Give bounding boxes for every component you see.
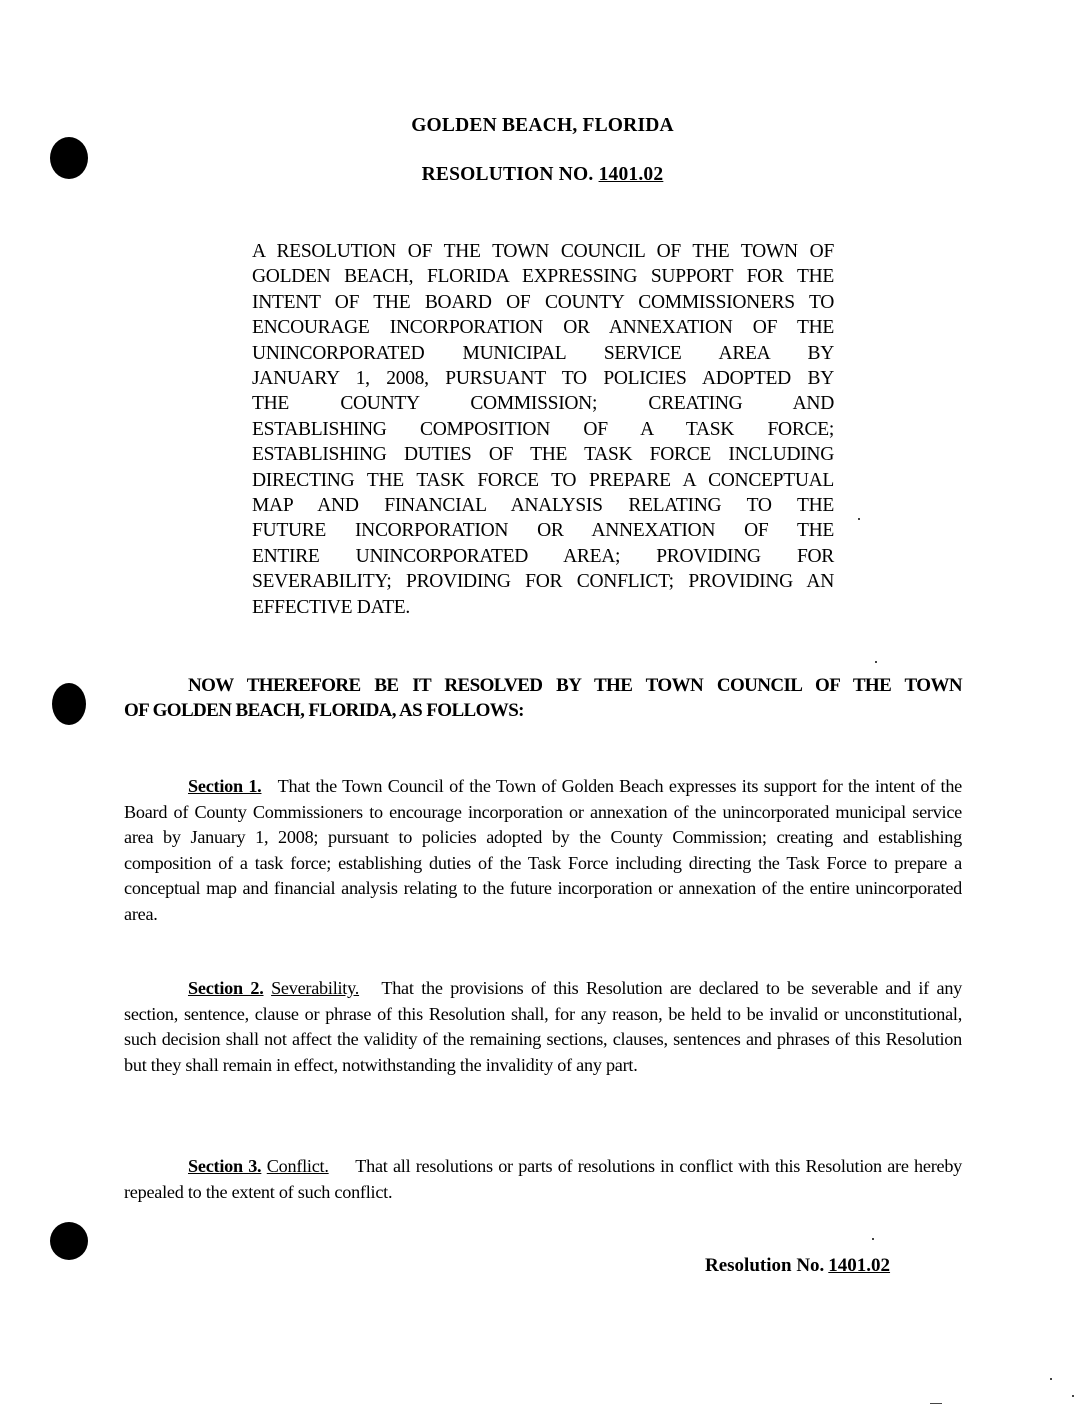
preamble-line: ENCOURAGE INCORPORATION OR ANNEXATION OF THE (252, 317, 834, 339)
preamble-line: GOLDEN BEACH, FLORIDA EXPRESSING SUPPORT FOR THE (252, 266, 834, 288)
preamble-line: ESTABLISHING DUTIES OF THE TASK FORCE INCLUDING (252, 444, 834, 466)
section-1-text: That the Town Council of the Town of Golden Beach expresses its support for the intent of the Board of County Commissioners to encourage incorporation or annexation of the unincorporated municipal service area by January 1, 2008; pursuant to policies adopted by the County Commission; creating and establishing composition of a task force; establishing duties of the Task Force including directing the Task Force to prepare a conceptual map and financial analysis relating to the future incorporation or annexation of the entire unincorporated area. (124, 776, 962, 924)
resolved-line-2: OF GOLDEN BEACH, FLORIDA, AS FOLLOWS: (124, 700, 524, 721)
footer-number: 1401.02 (828, 1255, 891, 1276)
punch-hole-bottom (50, 1222, 88, 1260)
scan-speck (1050, 1378, 1052, 1380)
section-2 (124, 976, 962, 1078)
preamble-line: EFFECTIVE DATE. (252, 596, 410, 618)
preamble-line: ENTIRE UNINCORPORATED AREA; PROVIDING FOR (252, 545, 834, 567)
section-1 (124, 774, 962, 928)
footer-resolution-ref (705, 1255, 912, 1277)
scan-speck (875, 661, 877, 663)
municipality-title: GOLDEN BEACH, FLORIDA (411, 115, 674, 136)
preamble-line: SEVERABILITY; PROVIDING FOR CONFLICT; PROVIDING AN (252, 571, 834, 593)
preamble-line: DIRECTING THE TASK FORCE TO PREPARE A CONCEPTUAL (252, 469, 834, 491)
section-2-text: That the provisions of this Resolution are declared to be severable and if any section, sentence, clause or phrase of this Resolution shall, for any reason, be held to be invalid or unconstitutional, such decision shall not affect the validity of the remaining sections, clauses, sentences and phrases of this Resolution but they shall remain in effect, notwithstanding the invalidity of any part. (124, 978, 963, 1075)
footer-label: Resolution No. (705, 1255, 825, 1276)
resolution-title (0, 164, 1087, 186)
preamble (252, 239, 834, 620)
section-3 (124, 1154, 962, 1205)
resolution-number: 1401.02 (598, 164, 664, 185)
section-1-label: Section 1. (188, 776, 262, 796)
scan-speck (930, 1403, 942, 1404)
punch-hole-middle (52, 683, 86, 725)
preamble-line: THE COUNTY COMMISSION; CREATING AND (252, 393, 834, 415)
scan-speck (858, 518, 860, 520)
preamble-line: MAP AND FINANCIAL ANALYSIS RELATING TO THE (252, 495, 834, 517)
resolution-label: RESOLUTION NO. (421, 164, 594, 185)
preamble-line: UNINCORPORATED MUNICIPAL SERVICE AREA BY (252, 342, 834, 364)
scan-speck (1072, 1395, 1074, 1397)
section-3-subtitle: Conflict. (266, 1156, 329, 1176)
scan-speck (872, 1238, 874, 1240)
resolved-clause (124, 673, 962, 723)
preamble-line: ESTABLISHING COMPOSITION OF A TASK FORCE; (252, 418, 834, 440)
preamble-line: FUTURE INCORPORATION OR ANNEXATION OF THE (252, 520, 834, 542)
resolved-line-1: NOW THEREFORE BE IT RESOLVED BY THE TOWN COUNCIL OF THE TOWN (188, 675, 962, 696)
preamble-line: INTENT OF THE BOARD OF COUNTY COMMISSIONERS TO (252, 291, 834, 313)
section-2-subtitle: Severability. (271, 978, 360, 998)
preamble-line: JANUARY 1, 2008, PURSUANT TO POLICIES ADOPTED BY (252, 368, 834, 390)
section-3-label: Section 3. (188, 1156, 262, 1176)
section-2-label: Section 2. (188, 978, 264, 998)
preamble-line: A RESOLUTION OF THE TOWN COUNCIL OF THE TOWN OF (252, 241, 834, 262)
section-3-text: That all resolutions or parts of resolutions in conflict with this Resolution are hereby repealed to the extent of such conflict. (124, 1156, 963, 1202)
